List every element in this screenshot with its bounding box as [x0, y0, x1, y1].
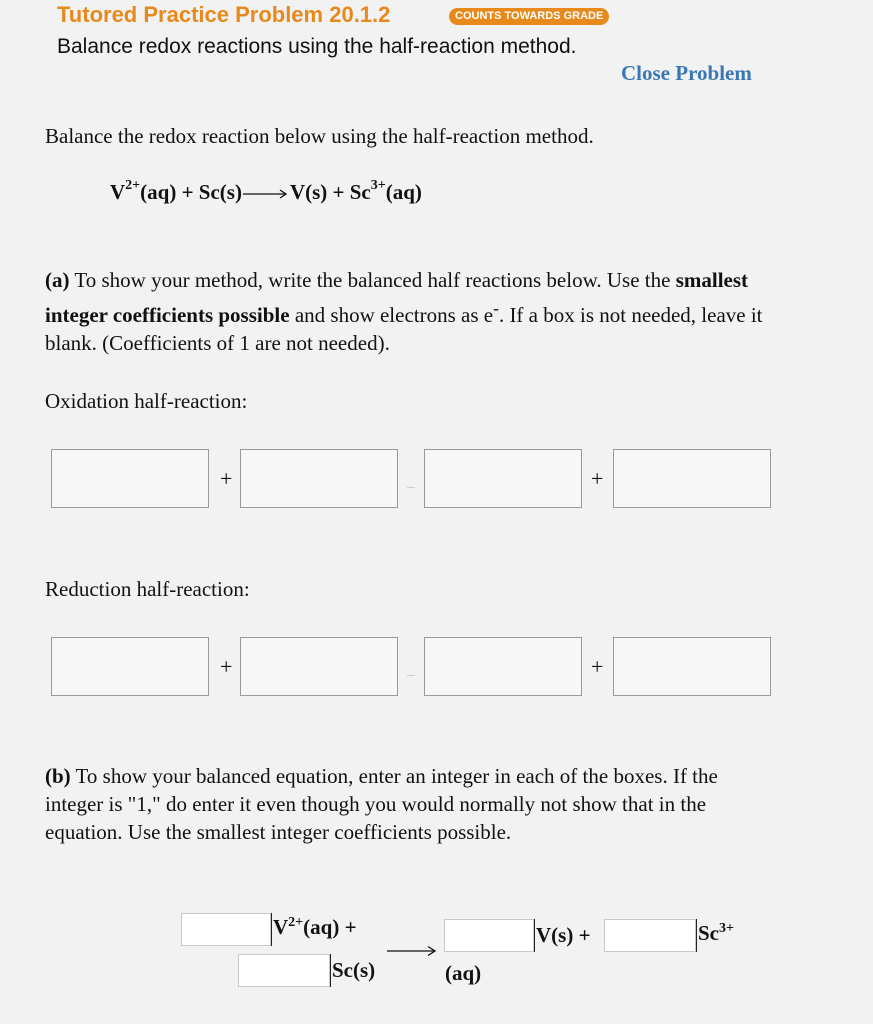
counts-towards-grade-badge: COUNTS TOWARDS GRADE	[449, 8, 609, 25]
oxidation-product-1-input[interactable]	[424, 449, 582, 508]
sc-reactant-label: Sc(s)	[332, 958, 376, 982]
reduction-label: Reduction half-reaction:	[45, 577, 250, 601]
reduction-product-1-input[interactable]	[424, 637, 582, 696]
part-b-instructions	[45, 762, 775, 846]
reduction-product-2-input[interactable]	[613, 637, 771, 696]
oxidation-arrow-placeholder	[407, 487, 415, 488]
equation-sc-charge: 3+	[370, 178, 386, 193]
v2-box-divider	[271, 913, 272, 946]
balanced-reaction-arrow-icon	[387, 944, 437, 958]
sc-reactant-coefficient-input[interactable]	[238, 954, 330, 987]
close-problem-link[interactable]: Close Problem	[621, 61, 752, 85]
problem-title: Tutored Practice Problem 20.1.2	[57, 2, 391, 27]
intro-text: Balance the redox reaction below using the half-reaction method.	[45, 124, 594, 148]
equation-product-state: (aq)	[385, 180, 422, 204]
sc3-product-label	[698, 921, 734, 946]
part-a-text3: . If a box is not needed, leave it blank. (Coefficients of 1 are not needed).	[45, 303, 763, 355]
v2-reactant-label	[273, 915, 357, 940]
aq-state-label: (aq)	[445, 961, 482, 985]
v2-species: V	[273, 915, 289, 939]
sc3-box-divider	[696, 919, 697, 952]
v2-coefficient-input[interactable]	[181, 913, 271, 946]
equation-v-charge: 2+	[125, 178, 141, 193]
oxidation-reactant-1-input[interactable]	[51, 449, 209, 508]
equation-products: V(s) + Sc	[289, 180, 371, 204]
sc3-coefficient-input[interactable]	[604, 919, 696, 952]
oxidation-label: Oxidation half-reaction:	[45, 389, 248, 413]
part-a-text1: To show your method, write the balanced half reactions below. Use the	[74, 268, 671, 292]
part-b-label: (b)	[45, 764, 71, 788]
reduction-plus-2: +	[591, 654, 604, 679]
oxidation-plus-2: +	[591, 466, 604, 491]
equation-reactant-state: (aq) + Sc(s)	[140, 180, 242, 204]
part-b-text: To show your balanced equation, enter an integer in each of the boxes. If the integer is "1," do enter it even though you would normally not show that in the equation. Use the smallest integer coefficients possible.	[45, 764, 718, 844]
reduction-plus-1: +	[220, 654, 233, 679]
reduction-reactant-1-input[interactable]	[51, 637, 209, 696]
part-a-bold: smallest integer coefficients possible	[45, 268, 749, 327]
part-a-text2: and show electrons as e	[294, 303, 494, 327]
v2-state: (aq) +	[303, 915, 357, 939]
electron-superscript: -	[493, 298, 499, 318]
sc-reactant-box-divider	[330, 954, 331, 987]
v-product-coefficient-input[interactable]	[444, 919, 534, 952]
reduction-reactant-2-input[interactable]	[240, 637, 398, 696]
equation-v-species: V	[110, 180, 126, 204]
part-a-instructions	[45, 266, 815, 357]
oxidation-reactant-2-input[interactable]	[240, 449, 398, 508]
problem-subtitle: Balance redox reactions using the half-reaction method.	[57, 35, 577, 58]
part-a-label: (a)	[45, 268, 70, 292]
reaction-arrow-icon	[243, 188, 289, 200]
v-product-box-divider	[534, 919, 535, 952]
v-product-label: V(s) +	[536, 923, 591, 947]
reduction-arrow-placeholder	[407, 675, 415, 676]
redox-equation	[110, 180, 422, 205]
sc3-charge: 3+	[719, 921, 734, 936]
v2-charge: 2+	[288, 915, 304, 930]
sc3-species: Sc	[698, 921, 719, 945]
oxidation-plus-1: +	[220, 466, 233, 491]
oxidation-product-2-input[interactable]	[613, 449, 771, 508]
